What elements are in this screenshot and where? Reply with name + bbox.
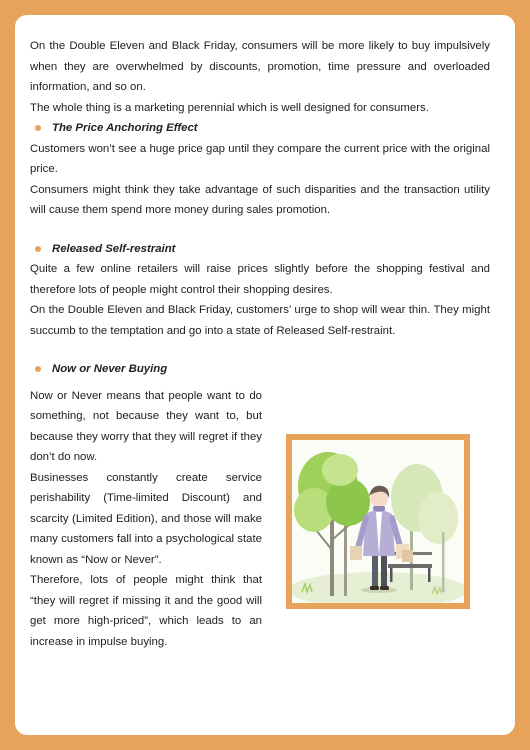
section-paragraph: On the Double Eleven and Black Friday, customers’ urge to shop will wear thin. They might succumb to the temptation and go into a state of Released Self-restraint.	[30, 304, 490, 337]
section-paragraph: Businesses constantly create service perishability (Time-limited Discount) and scarcity (Limited Edition), and those will make many customers fall into a psychological state known as “Now or Never”.	[30, 471, 262, 566]
bullet-icon	[35, 366, 41, 372]
section-paragraph: Customers won’t see a huge price gap until they compare the current price with the original price.	[30, 142, 490, 175]
now-or-never-block	[30, 386, 490, 653]
section-paragraph: Quite a few online retailers will raise prices slightly before the shopping festival and therefore lots of people might control their shopping desires.	[30, 263, 490, 296]
now-or-never-text	[30, 386, 262, 653]
section-paragraph: Now or Never means that people want to do something, not because they want to, but because they worry that they will regret if they don’t do now.	[30, 389, 262, 463]
spacer	[30, 341, 490, 359]
intro-paragraph-1: On the Double Eleven and Black Friday, consumers will be more likely to buy impulsively when they are overwhelmed by discounts, promotion, time pressure and overloaded information, and so on.	[30, 40, 490, 93]
shopper-in-park-illustration	[292, 440, 464, 603]
section-heading-released-self-restraint	[30, 239, 490, 260]
section-heading-price-anchoring	[30, 118, 490, 139]
section-heading-label: Now or Never Buying	[52, 363, 168, 375]
section-heading-now-or-never	[30, 359, 490, 380]
spacer	[30, 221, 490, 239]
illustration-frame	[286, 434, 470, 609]
section-paragraph: Therefore, lots of people might think that “they will regret if missing it and the good will get more high-priced”, which leads to an increase in impulse buying.	[30, 574, 262, 648]
section-heading-label: Released Self-restraint	[52, 242, 176, 255]
bullet-icon	[35, 246, 41, 252]
section-paragraph: Consumers might think they take advantage of such disparities and the transaction utility will cause them spend more money during sales promotion.	[30, 183, 490, 216]
article-body	[30, 36, 490, 652]
bullet-icon	[35, 125, 41, 131]
section-heading-label: The Price Anchoring Effect	[52, 122, 198, 134]
intro-paragraph-2: The whole thing is a marketing perennial which is well designed for consumers.	[30, 101, 429, 114]
